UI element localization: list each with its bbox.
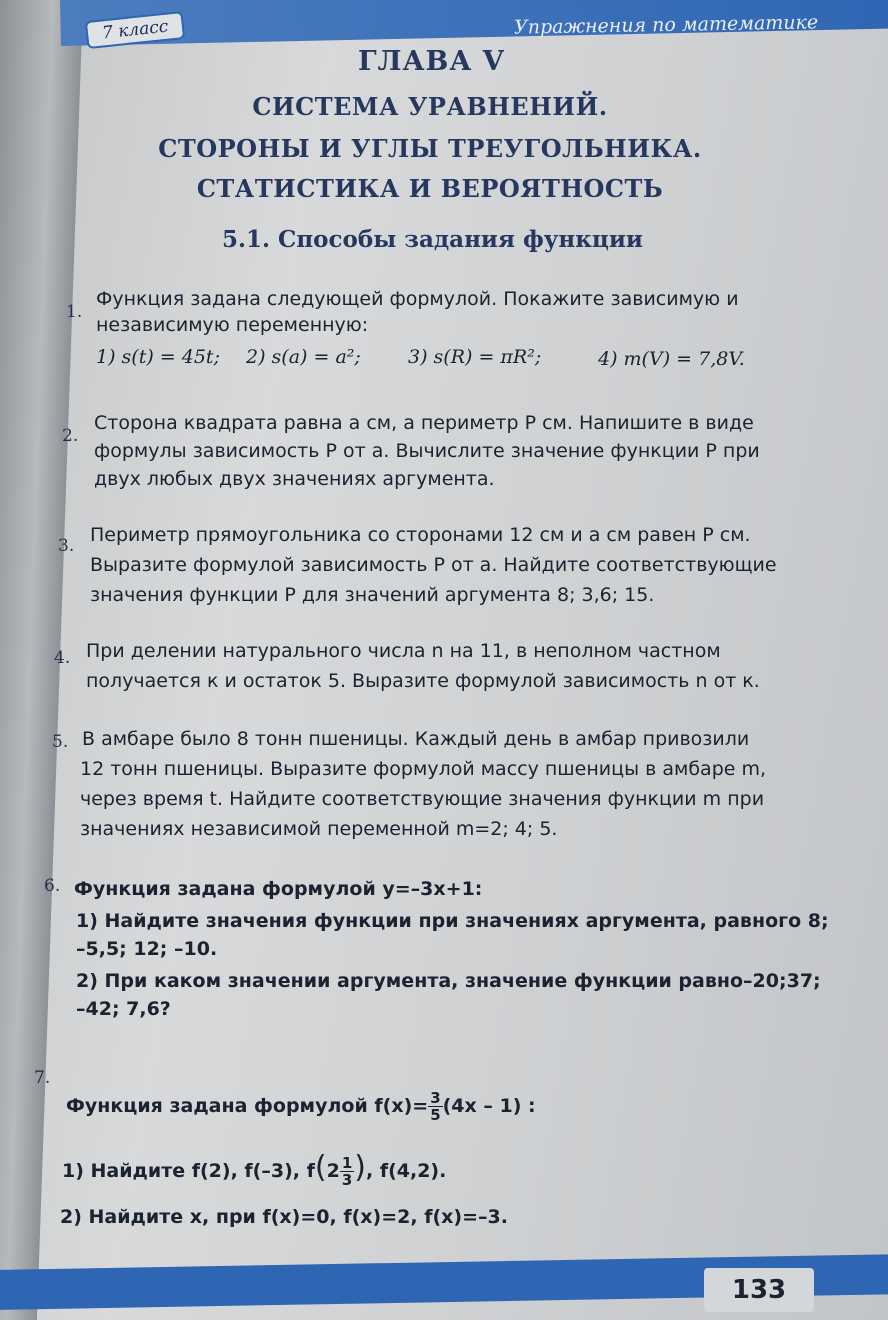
chapter-title-line-1: СИСТЕМА УРАВНЕНИЙ. bbox=[252, 92, 608, 121]
exercise-number: 6. bbox=[44, 876, 61, 896]
exercise-line: Функция задана следующей формулой. Покажите зависимую и bbox=[96, 288, 739, 310]
part1-text: 1) Найдите f(2), f(–3), f bbox=[62, 1160, 315, 1182]
section-title: 5.1. Способы задания функции bbox=[222, 226, 643, 253]
formula-4: 4) m(V) = 7,8V. bbox=[598, 348, 745, 370]
fraction bbox=[428, 1090, 442, 1123]
formula-2: 2) s(a) = a²; bbox=[246, 346, 361, 368]
fraction-denominator: 5 bbox=[430, 1106, 441, 1124]
mixed-fraction bbox=[340, 1155, 354, 1188]
exercise-line: В амбаре было 8 тонн пшеницы. Каждый день в амбар привозили bbox=[82, 728, 750, 750]
exercise-7-part-1: 1) Найдите f(2), f(–3), f(2 $\frac{1}{3}$ ), f(4,2). bbox=[62, 1150, 447, 1189]
intro-tail: (4x – 1) : bbox=[442, 1095, 536, 1117]
exercise-line: независимую переменную: bbox=[96, 314, 369, 336]
exercise-line: получается к и остаток 5. Выразите формулой зависимость n от к. bbox=[86, 670, 760, 692]
exercise-line: 2) При каком значении аргумента, значение функции равно–20;37; bbox=[76, 970, 821, 992]
exercise-number: 5. bbox=[52, 732, 69, 752]
exercise-line: значения функции P для значений аргумента 8; 3,6; 15. bbox=[90, 584, 655, 606]
exercise-line: Функция задана формулой y=–3x+1: bbox=[74, 878, 483, 900]
exercise-line: При делении натурального числа n на 11, в неполном частном bbox=[86, 640, 721, 662]
fraction-numerator: 3 bbox=[430, 1089, 441, 1107]
exercise-number: 1. bbox=[66, 302, 83, 322]
exercise-line: значениях независимой переменной m=2; 4; 5. bbox=[80, 818, 558, 840]
formula-3: 3) s(R) = πR²; bbox=[408, 346, 542, 368]
exercise-number: 3. bbox=[58, 536, 75, 556]
intro-text: Функция задана формулой f(x)= bbox=[66, 1095, 429, 1117]
fraction-numerator: 1 bbox=[341, 1154, 353, 1172]
exercise-line: формулы зависимость P от a. Вычислите значение функции P при bbox=[94, 440, 760, 462]
chapter-label: ГЛАВА V bbox=[358, 46, 505, 77]
exercise-line: 1) Найдите значения функции при значениях аргумента, равного 8; bbox=[76, 910, 829, 932]
exercise-number: 4. bbox=[54, 648, 71, 668]
page-number: 133 bbox=[704, 1268, 814, 1312]
exercise-line: 12 тонн пшеницы. Выразите формулой массу пшеницы в амбаре m, bbox=[80, 758, 767, 780]
exercise-line: Сторона квадрата равна a см, а периметр P см. Напишите в виде bbox=[94, 412, 754, 434]
series-title: Упражнения по математике bbox=[513, 11, 819, 39]
chapter-title-line-2: СТОРОНЫ И УГЛЫ ТРЕУГОЛЬНИКА. bbox=[158, 134, 702, 163]
fraction-denominator: 3 bbox=[341, 1171, 353, 1189]
exercise-number: 7. bbox=[34, 1068, 51, 1088]
exercise-line: Выразите формулой зависимость P от a. Найдите соответствующие bbox=[90, 554, 777, 576]
exercise-line: через время t. Найдите соответствующие значения функции m при bbox=[80, 788, 765, 810]
exercise-line: –5,5; 12; –10. bbox=[76, 938, 218, 960]
mixed-whole: 2 bbox=[326, 1160, 340, 1182]
exercise-7-part-2: 2) Найдите x, при f(x)=0, f(x)=2, f(x)=–3. bbox=[60, 1206, 508, 1228]
grade-badge: 7 класс bbox=[85, 11, 186, 49]
exercise-line: Периметр прямоугольника со сторонами 12 см и a см равен P см. bbox=[90, 524, 751, 546]
part1-tail: , f(4,2). bbox=[365, 1160, 447, 1182]
exercise-line: двух любых двух значениях аргумента. bbox=[94, 468, 495, 490]
exercise-line: –42; 7,6? bbox=[76, 998, 171, 1020]
exercise-number: 2. bbox=[62, 426, 79, 446]
chapter-title-line-3: СТАТИСТИКА И ВЕРОЯТНОСТЬ bbox=[196, 174, 664, 203]
formula-1: 1) s(t) = 45t; bbox=[96, 346, 220, 368]
exercise-7-intro bbox=[66, 1090, 536, 1123]
